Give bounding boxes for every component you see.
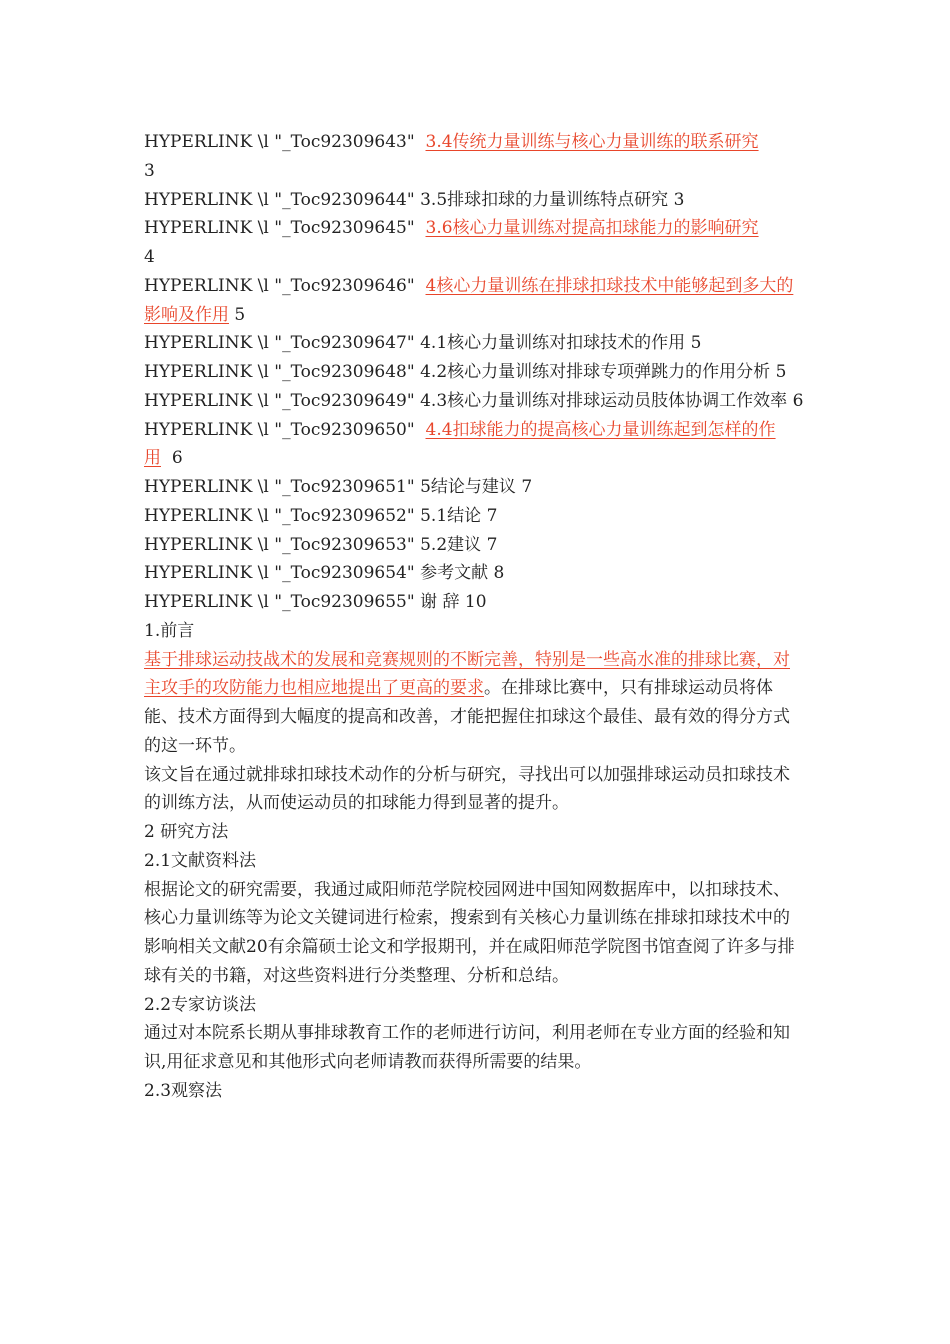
toc-page-number: 8 <box>493 563 505 584</box>
toc-field-code: HYPERLINK \l "_Toc92309650" <box>144 419 415 440</box>
toc-title: 谢 辞 <box>420 592 460 612</box>
paragraph-text: 。在排球比赛中，只有排球运动员将体能、技术方面得到大幅度的提高和改善，才能把握住扣球这个最佳、最有效的得分方式的这一环节。 <box>144 678 790 756</box>
toc-page-number: 6 <box>171 448 183 469</box>
toc-page-number: 7 <box>486 505 498 526</box>
toc-title: 3.5排球扣球的力量训练特点研究 <box>420 189 669 210</box>
paragraph: 通过对本院系长期从事排球教育工作的老师进行访问，利用老师在专业方面的经验和知识,用征求意见和其他形式向老师请教而获得所需要的结果。 <box>144 1023 790 1072</box>
toc-field-code: HYPERLINK \l "_Toc92309653" <box>144 534 415 555</box>
subsection-heading: 2.2专家访谈法 <box>144 994 257 1015</box>
toc-entry[interactable] <box>144 588 804 617</box>
toc-page-number: 4 <box>144 247 155 267</box>
toc-field-code: HYPERLINK \l "_Toc92309652" <box>144 505 415 526</box>
toc-entry[interactable] <box>144 214 804 243</box>
subsection-heading: 2.1文献资料法 <box>144 850 257 871</box>
toc-page-number: 3 <box>673 189 685 210</box>
paragraph: 该文旨在通过就排球扣球技术动作的分析与研究，寻找出可以加强排球运动员扣球技术的训练方法，从而使运动员的扣球能力得到显著的提升。 <box>144 764 790 814</box>
toc-field-code: HYPERLINK \l "_Toc92309649" <box>144 390 415 411</box>
table-of-contents <box>144 128 804 617</box>
document-page <box>144 128 804 1106</box>
toc-field-code: HYPERLINK \l "_Toc92309651" <box>144 477 415 497</box>
toc-page-number: 5 <box>234 304 246 325</box>
toc-field-code: HYPERLINK \l "_Toc92309646" <box>144 275 415 296</box>
toc-entry[interactable] <box>144 531 804 560</box>
toc-entry[interactable] <box>144 186 804 215</box>
toc-title: 5.2建议 <box>420 534 482 555</box>
toc-entry[interactable] <box>144 358 804 387</box>
toc-entry[interactable] <box>144 502 804 531</box>
toc-entry[interactable] <box>144 272 804 330</box>
toc-page-number: 5 <box>690 333 702 354</box>
toc-link[interactable]: 3.4传统力量训练与核心力量训练的联系研究 <box>425 132 759 152</box>
toc-title: 4.2核心力量训练对排球专项弹跳力的作用分析 <box>420 362 771 382</box>
toc-page-number: 7 <box>486 534 498 555</box>
toc-field-code: HYPERLINK \l "_Toc92309655" <box>144 592 415 612</box>
toc-field-code: HYPERLINK \l "_Toc92309644" <box>144 189 415 210</box>
toc-field-code: HYPERLINK \l "_Toc92309643" <box>144 132 415 152</box>
toc-entry[interactable] <box>144 559 804 588</box>
toc-entry[interactable] <box>144 473 804 502</box>
toc-page-number: 10 <box>464 592 487 612</box>
section-heading: 1.前言 <box>144 620 195 641</box>
paragraph: 根据论文的研究需要，我通过咸阳师范学院校园网进中国知网数据库中，以扣球技术、核心力量训练等为论文关键词进行检索，搜索到有关核心力量训练在排球扣球技术中的影响相关文献20有余篇硕士论文和学报期刊，并在咸阳师范学院图书馆查阅了许多与排球有关的书籍，对这些资料进行分类整理、分析和总结。 <box>144 879 795 986</box>
toc-field-code: HYPERLINK \l "_Toc92309645" <box>144 218 415 239</box>
toc-page-number: 7 <box>521 477 533 497</box>
toc-field-code: HYPERLINK \l "_Toc92309648" <box>144 362 415 382</box>
toc-entry[interactable] <box>144 128 804 157</box>
toc-title: 4.3核心力量训练对排球运动员肢体协调工作效率 <box>420 390 788 411</box>
section-heading: 2 研究方法 <box>144 822 229 842</box>
toc-title: 参考文献 <box>420 563 489 584</box>
highlighted-link[interactable]: 基于排球运动技战术的发展和竞赛规则的不断完善，特别是一些高水准的排球比赛，对主攻手的攻防能力也相应地提出了更高的要求 <box>144 649 790 699</box>
subsection-heading: 2.3观察法 <box>144 1080 223 1101</box>
toc-link[interactable]: 4核心力量训练在排球扣球技术中能够起到多大的影响及作用 <box>144 275 794 325</box>
toc-title: 4.1核心力量训练对扣球技术的作用 <box>420 333 686 354</box>
toc-page-number: 6 <box>792 390 804 411</box>
toc-title: 5.1结论 <box>420 505 482 526</box>
paragraph <box>144 646 804 761</box>
toc-page-number: 3 <box>144 160 155 181</box>
document-body <box>144 617 804 1106</box>
toc-page-number: 5 <box>775 362 787 382</box>
toc-field-code: HYPERLINK \l "_Toc92309647" <box>144 333 415 354</box>
toc-entry[interactable] <box>144 387 804 416</box>
toc-title: 5结论与建议 <box>420 477 516 497</box>
toc-entry[interactable] <box>144 329 804 358</box>
toc-link[interactable]: 3.6核心力量训练对提高扣球能力的影响研究 <box>425 218 759 239</box>
toc-field-code: HYPERLINK \l "_Toc92309654" <box>144 563 415 584</box>
toc-entry[interactable] <box>144 416 804 474</box>
toc-link[interactable]: 4.4扣球能力的提高核心力量训练起到怎样的作用 <box>144 419 776 469</box>
